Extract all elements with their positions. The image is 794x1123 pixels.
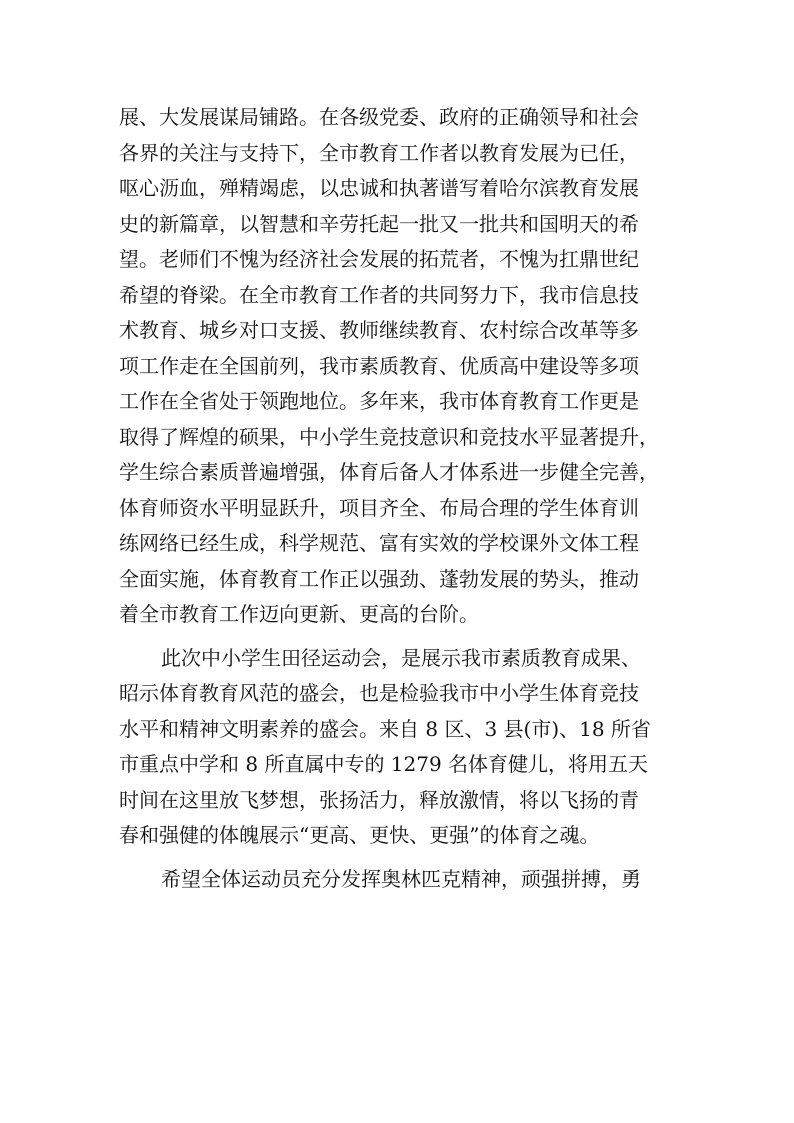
text-line: 市重点中学和 8 所直属中专的 1279 名体育健儿，将用五天 [119, 752, 649, 776]
text-line: 体育师资水平明显跃升，项目齐全、布局合理的学生体育训 [119, 495, 639, 520]
text-line: 呕心沥血，殚精竭虑，以忠诚和执著谱写着哈尔滨教育发展 [119, 176, 639, 200]
paragraph-3 [119, 862, 679, 898]
text-line: 希望全体运动员充分发挥奥林匹克精神，顽强拼搏，勇 [161, 866, 641, 891]
text-line: 时间在这里放飞梦想，张扬活力，释放激情，将以飞扬的青 [119, 787, 639, 812]
text-line: 春和强健的体魄展示“更高、更快、更强”的体育之魂。 [119, 823, 600, 847]
text-line: 工作在全省处于领跑地位。多年来，我市体育教育工作更是 [119, 389, 639, 413]
text-line: 练网络已经生成，科学规范、富有实效的学校课外文体工程 [119, 531, 639, 555]
text-line: 此次中小学生田径运动会，是展示我市素质教育成果、 [161, 645, 641, 670]
text-line: 全面实施，体育教育工作正以强劲、蓬勃发展的势头，推动 [119, 566, 639, 591]
paragraph-2 [119, 641, 679, 854]
text-line: 昭示体育教育风范的盛会，也是检验我市中小学生体育竞技 [119, 681, 639, 705]
paragraph-gap [119, 854, 679, 862]
text-line: 术教育、城乡对口支援、教师继续教育、农村综合改革等多 [119, 318, 639, 342]
text-line: 着全市教育工作迈向更新、更高的台阶。 [119, 602, 479, 626]
paragraph-gap [119, 633, 679, 641]
text-line: 各界的关注与支持下，全市教育工作者以教育发展为已任， [119, 140, 639, 165]
text-line: 学生综合素质普遍增强，体育后备人才体系进一步健全完善， [119, 460, 659, 484]
text-line: 取得了辉煌的硕果，中小学生竞技意识和竞技水平显著提升， [119, 424, 659, 449]
text-line: 望。老师们不愧为经济社会发展的拓荒者，不愧为扛鼎世纪 [119, 247, 639, 271]
text-line: 史的新篇章，以智慧和辛劳托起一批又一批共和国明天的希 [119, 211, 639, 236]
paragraph-1 [119, 100, 679, 633]
body-text [119, 100, 679, 897]
text-line: 希望的脊梁。在全市教育工作者的共同努力下，我市信息技 [119, 282, 639, 307]
text-line: 项工作走在全国前列，我市素质教育、优质高中建设等多项 [119, 353, 639, 378]
text-line: 水平和精神文明素养的盛会。来自 8 区、3 县(市)、18 所省 [119, 716, 651, 741]
text-line: 展、大发展谋局铺路。在各级党委、政府的正确领导和社会 [119, 105, 639, 129]
